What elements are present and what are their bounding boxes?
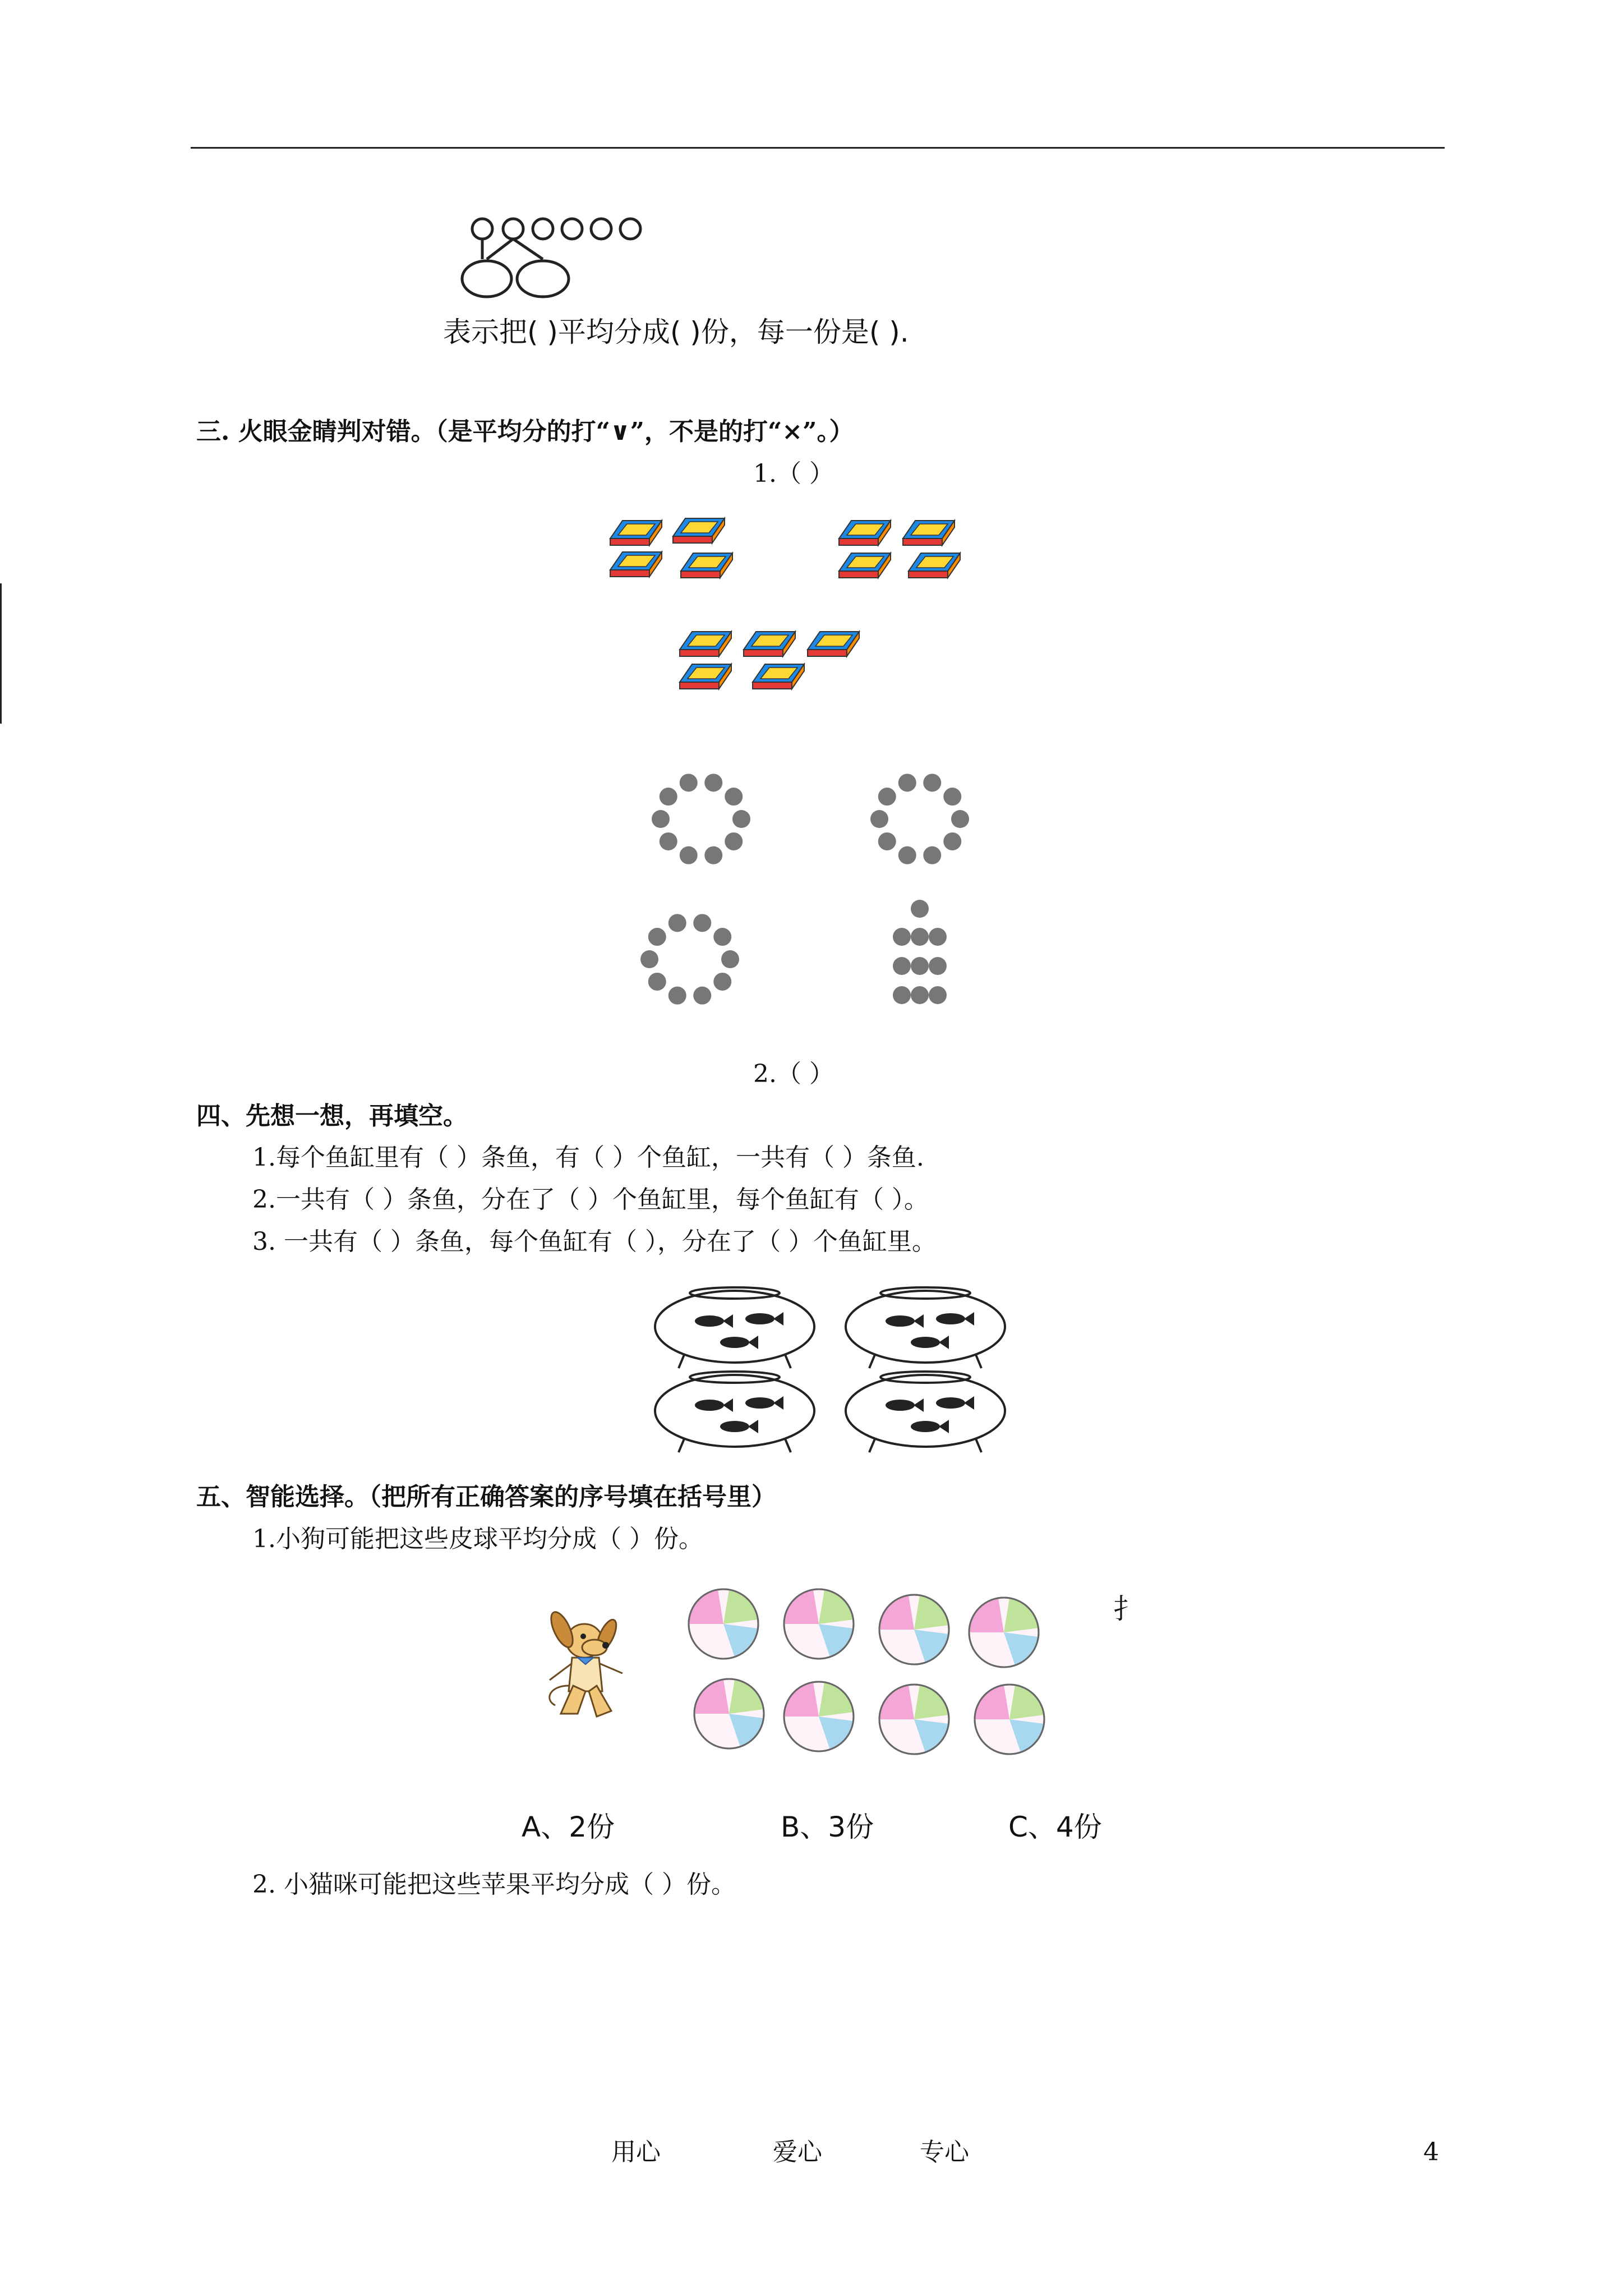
dot bbox=[911, 900, 929, 918]
dot bbox=[929, 986, 947, 1004]
section4-heading: 四、先想一想，再填空。 bbox=[196, 1102, 468, 1130]
dot bbox=[878, 788, 896, 806]
dot bbox=[923, 774, 941, 792]
fish bbox=[911, 1420, 949, 1433]
dot bbox=[704, 846, 722, 864]
dot bbox=[725, 788, 743, 806]
dot bbox=[713, 973, 731, 991]
dot-ring bbox=[870, 774, 969, 864]
fish bbox=[911, 1336, 949, 1349]
option-a: A、2份 bbox=[522, 1811, 615, 1843]
dot bbox=[898, 846, 916, 864]
section3-q1: 1.（ ） bbox=[753, 459, 834, 488]
dot bbox=[668, 987, 686, 1005]
dot bbox=[911, 957, 929, 975]
dot bbox=[911, 928, 929, 946]
dot bbox=[929, 928, 947, 946]
fishbowl bbox=[846, 1372, 1005, 1452]
dot bbox=[668, 914, 686, 932]
dot bbox=[878, 832, 896, 850]
fish bbox=[745, 1396, 783, 1410]
fish bbox=[695, 1314, 733, 1328]
header-rule bbox=[191, 147, 1445, 149]
cut-character: 扌 bbox=[1113, 1593, 1141, 1625]
section4-item-3: 3. 一共有（ ）条鱼，每个鱼缸有（ ），分在了（ ）个鱼缸里。 bbox=[252, 1227, 937, 1256]
footer-word-1: 用心 bbox=[611, 2138, 661, 2166]
dot bbox=[721, 950, 739, 968]
dot bbox=[648, 928, 666, 946]
diagram-caption: 表示把( )平均分成( )份，每一份是( ). bbox=[443, 316, 909, 348]
section5-heading: 五、智能选择。（把所有正确答案的序号填在括号里） bbox=[196, 1483, 776, 1511]
beach-ball bbox=[879, 1685, 949, 1754]
fishbowls-illustration bbox=[651, 1282, 1021, 1456]
fish bbox=[886, 1314, 924, 1328]
beach-ball bbox=[969, 1598, 1039, 1667]
dot-ring bbox=[652, 774, 750, 864]
dot bbox=[680, 846, 698, 864]
fishbowl bbox=[846, 1287, 1005, 1368]
fish bbox=[695, 1398, 733, 1412]
section4-item-2: 2.一共有（ ）条鱼，分在了（ ）个鱼缸里，每个鱼缸有（ ）。 bbox=[252, 1185, 929, 1214]
fish bbox=[936, 1396, 974, 1410]
dot bbox=[893, 986, 911, 1004]
beach-ball bbox=[975, 1685, 1044, 1754]
fishbowl bbox=[655, 1372, 814, 1452]
section5-q2: 2. 小猫咪可能把这些苹果平均分成（ ）份。 bbox=[252, 1870, 736, 1899]
section3-heading: 三. 火眼金睛判对错。（是平均分的打“∨”，不是的打“×”。） bbox=[196, 417, 854, 446]
option-b: B、3份 bbox=[781, 1811, 874, 1843]
section3-q2: 2.（ ） bbox=[753, 1060, 834, 1088]
dot bbox=[704, 774, 722, 792]
dot bbox=[713, 928, 731, 946]
dot bbox=[680, 774, 698, 792]
option-c: C、4份 bbox=[1008, 1811, 1102, 1843]
fishbowl bbox=[655, 1287, 814, 1368]
circles-diagram bbox=[460, 213, 651, 303]
beach-ball bbox=[694, 1679, 764, 1749]
balls-illustration bbox=[690, 1579, 1060, 1770]
beach-ball bbox=[879, 1595, 949, 1664]
fish bbox=[720, 1336, 758, 1349]
dot bbox=[911, 986, 929, 1004]
dot bbox=[893, 957, 911, 975]
dot bbox=[725, 832, 743, 850]
dog-illustration bbox=[538, 1602, 634, 1731]
book-group-3 bbox=[680, 632, 859, 689]
dot bbox=[943, 832, 961, 850]
dot bbox=[660, 832, 677, 850]
beach-ball bbox=[689, 1589, 758, 1659]
fish bbox=[720, 1420, 758, 1433]
dot bbox=[929, 957, 947, 975]
dot bbox=[648, 973, 666, 991]
dot bbox=[652, 810, 670, 828]
page-number: 4 bbox=[1423, 2138, 1439, 2166]
fish bbox=[936, 1312, 974, 1326]
dot bbox=[660, 788, 677, 806]
dot bbox=[898, 774, 916, 792]
beach-ball bbox=[784, 1682, 854, 1751]
dot bbox=[951, 810, 969, 828]
section5-q1: 1.小狗可能把这些皮球平均分成（ ）份。 bbox=[252, 1525, 703, 1553]
section4-item-1: 1.每个鱼缸里有（ ）条鱼，有（ ）个鱼缸，一共有（ ）条鱼. bbox=[252, 1143, 924, 1172]
dot bbox=[870, 810, 888, 828]
book-group-2 bbox=[839, 521, 960, 578]
dot bbox=[923, 846, 941, 864]
dot-rows bbox=[893, 900, 947, 1004]
dot bbox=[943, 788, 961, 806]
beach-ball bbox=[784, 1589, 854, 1659]
fish bbox=[745, 1312, 783, 1326]
book-group-1 bbox=[610, 518, 732, 578]
dots-illustration bbox=[645, 769, 981, 1015]
dot bbox=[893, 928, 911, 946]
dot-ring bbox=[640, 914, 739, 1004]
fish bbox=[886, 1398, 924, 1412]
dot bbox=[732, 810, 750, 828]
dot bbox=[693, 987, 711, 1005]
dot bbox=[693, 914, 711, 932]
books-illustration bbox=[606, 516, 897, 718]
footer-word-2: 爱心 bbox=[773, 2138, 822, 2166]
dot bbox=[640, 950, 658, 968]
margin-mark bbox=[0, 583, 2, 724]
footer-word-3: 专心 bbox=[920, 2138, 969, 2166]
